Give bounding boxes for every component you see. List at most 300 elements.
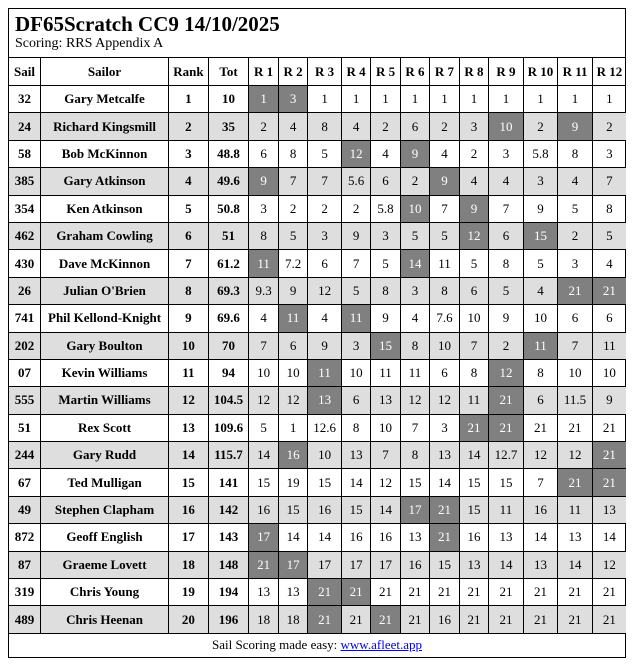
race-score: 2	[308, 195, 342, 222]
race-score: 7	[341, 250, 370, 277]
sail-number: 462	[9, 222, 41, 249]
total-points: 48.8	[208, 140, 249, 167]
discarded-race-score: 21	[558, 277, 593, 304]
race-score: 3	[430, 414, 459, 441]
race-score: 16	[308, 496, 342, 523]
sail-number: 58	[9, 140, 41, 167]
race-score: 10	[459, 305, 488, 332]
race-score: 3	[400, 277, 429, 304]
race-score: 16	[523, 496, 558, 523]
sailor-name: Dave McKinnon	[41, 250, 169, 277]
sailor-name: Stephen Clapham	[41, 496, 169, 523]
race-score: 11	[592, 332, 626, 359]
total-points: 70	[208, 332, 249, 359]
rank: 14	[169, 442, 209, 469]
discarded-race-score: 9	[400, 140, 429, 167]
race-score: 13	[400, 524, 429, 551]
sail-number: 319	[9, 579, 41, 606]
discarded-race-score: 21	[249, 551, 278, 578]
race-score: 5.6	[341, 168, 370, 195]
table-row	[9, 195, 626, 222]
total-points: 148	[208, 551, 249, 578]
rank: 6	[169, 222, 209, 249]
race-score: 4	[558, 168, 593, 195]
rank: 19	[169, 579, 209, 606]
sail-number: 202	[9, 332, 41, 359]
sailor-name: Gary Boulton	[41, 332, 169, 359]
race-score: 5	[459, 250, 488, 277]
total-points: 69.3	[208, 277, 249, 304]
discarded-race-score: 11	[341, 305, 370, 332]
race-score: 7	[249, 332, 278, 359]
race-score: 10	[430, 332, 459, 359]
race-score: 3	[523, 168, 558, 195]
race-score: 1	[459, 86, 488, 113]
race-score: 8	[489, 250, 524, 277]
race-score: 4	[400, 305, 429, 332]
discarded-race-score: 9	[558, 113, 593, 140]
rank: 9	[169, 305, 209, 332]
column-header: Tot	[208, 58, 249, 86]
race-score: 12	[278, 387, 307, 414]
rank: 17	[169, 524, 209, 551]
total-points: 35	[208, 113, 249, 140]
rank: 15	[169, 469, 209, 496]
race-score: 21	[400, 606, 429, 633]
sailor-name: Bob McKinnon	[41, 140, 169, 167]
sailor-name: Julian O'Brien	[41, 277, 169, 304]
race-score: 9	[341, 222, 370, 249]
race-score: 8	[459, 359, 488, 386]
discarded-race-score: 21	[592, 442, 626, 469]
table-row	[9, 387, 626, 414]
race-score: 6	[523, 387, 558, 414]
discarded-race-score: 21	[592, 469, 626, 496]
race-score: 7	[430, 195, 459, 222]
race-score: 4	[341, 113, 370, 140]
total-points: 143	[208, 524, 249, 551]
race-score: 17	[341, 551, 370, 578]
column-header: R 7	[430, 58, 459, 86]
race-score: 2	[371, 113, 400, 140]
race-score: 7	[558, 332, 593, 359]
race-score: 2	[558, 222, 593, 249]
race-score: 15	[278, 496, 307, 523]
race-score: 4	[523, 277, 558, 304]
race-score: 6	[341, 387, 370, 414]
race-score: 12	[430, 387, 459, 414]
race-score: 12.6	[308, 414, 342, 441]
column-header: R 2	[278, 58, 307, 86]
discarded-race-score: 21	[430, 524, 459, 551]
race-score: 1	[278, 414, 307, 441]
discarded-race-score: 11	[308, 359, 342, 386]
rank: 12	[169, 387, 209, 414]
total-points: 141	[208, 469, 249, 496]
sail-number: 32	[9, 86, 41, 113]
race-score: 3	[371, 222, 400, 249]
race-score: 4	[308, 305, 342, 332]
header-row	[9, 58, 626, 86]
race-score: 3	[592, 140, 626, 167]
race-score: 21	[592, 606, 626, 633]
race-score: 13	[430, 442, 459, 469]
sail-number: 555	[9, 387, 41, 414]
rank: 1	[169, 86, 209, 113]
race-score: 14	[459, 442, 488, 469]
sailor-name: Rex Scott	[41, 414, 169, 441]
sail-number: 354	[9, 195, 41, 222]
race-score: 12.7	[489, 442, 524, 469]
race-score: 5	[341, 277, 370, 304]
race-score: 14	[249, 442, 278, 469]
sailor-name: Phil Kellond-Knight	[41, 305, 169, 332]
race-score: 21	[489, 579, 524, 606]
race-score: 5	[592, 222, 626, 249]
table-row	[9, 414, 626, 441]
discarded-race-score: 21	[489, 387, 524, 414]
race-score: 9	[371, 305, 400, 332]
race-score: 17	[371, 551, 400, 578]
race-score: 10	[371, 414, 400, 441]
race-score: 15	[341, 496, 370, 523]
total-points: 104.5	[208, 387, 249, 414]
race-score: 7	[308, 168, 342, 195]
race-score: 9.3	[249, 277, 278, 304]
sail-number: 87	[9, 551, 41, 578]
race-score: 9	[523, 195, 558, 222]
total-points: 196	[208, 606, 249, 633]
discarded-race-score: 11	[249, 250, 278, 277]
race-score: 2	[400, 168, 429, 195]
race-score: 2	[249, 113, 278, 140]
race-score: 7	[523, 469, 558, 496]
sailor-name: Martin Williams	[41, 387, 169, 414]
race-score: 10	[249, 359, 278, 386]
discarded-race-score: 12	[341, 140, 370, 167]
rank: 10	[169, 332, 209, 359]
race-score: 2	[278, 195, 307, 222]
sailor-name: Richard Kingsmill	[41, 113, 169, 140]
sailor-name: Gary Rudd	[41, 442, 169, 469]
race-score: 1	[489, 86, 524, 113]
race-score: 18	[249, 606, 278, 633]
sail-number: 51	[9, 414, 41, 441]
discarded-race-score: 21	[459, 414, 488, 441]
race-score: 16	[341, 524, 370, 551]
race-score: 21	[400, 579, 429, 606]
sailor-name: Chris Heenan	[41, 606, 169, 633]
race-score: 12	[371, 469, 400, 496]
table-row	[9, 332, 626, 359]
table-row	[9, 168, 626, 195]
discarded-race-score: 11	[523, 332, 558, 359]
race-score: 21	[489, 606, 524, 633]
race-score: 15	[308, 469, 342, 496]
discarded-race-score: 21	[371, 606, 400, 633]
race-score: 10	[523, 305, 558, 332]
race-score: 1	[430, 86, 459, 113]
rank: 20	[169, 606, 209, 633]
race-score: 13	[459, 551, 488, 578]
race-score: 1	[558, 86, 593, 113]
discarded-race-score: 15	[371, 332, 400, 359]
race-score: 2	[592, 113, 626, 140]
footer-text: Sail Scoring made easy:	[212, 637, 341, 652]
results-body	[9, 86, 626, 634]
race-score: 3	[489, 140, 524, 167]
discarded-race-score: 9	[459, 195, 488, 222]
race-score: 21	[523, 414, 558, 441]
table-row	[9, 113, 626, 140]
rank: 16	[169, 496, 209, 523]
race-score: 6	[459, 277, 488, 304]
race-score: 9	[592, 387, 626, 414]
table-row	[9, 579, 626, 606]
race-score: 15	[430, 551, 459, 578]
discarded-race-score: 1	[249, 86, 278, 113]
table-row	[9, 524, 626, 551]
discarded-race-score: 13	[308, 387, 342, 414]
race-score: 5.8	[371, 195, 400, 222]
race-score: 8	[249, 222, 278, 249]
discarded-race-score: 21	[308, 606, 342, 633]
discarded-race-score: 21	[430, 496, 459, 523]
race-score: 21	[523, 579, 558, 606]
race-score: 8	[308, 113, 342, 140]
race-score: 11	[371, 359, 400, 386]
race-score: 14	[592, 524, 626, 551]
sail-number: 741	[9, 305, 41, 332]
race-score: 14	[430, 469, 459, 496]
race-score: 14	[371, 496, 400, 523]
race-score: 14	[489, 551, 524, 578]
race-score: 2	[523, 113, 558, 140]
race-score: 6	[249, 140, 278, 167]
discarded-race-score: 12	[459, 222, 488, 249]
race-score: 13	[592, 496, 626, 523]
race-score: 13	[371, 387, 400, 414]
race-score: 6	[308, 250, 342, 277]
discarded-race-score: 14	[400, 250, 429, 277]
race-score: 1	[341, 86, 370, 113]
sail-number: 07	[9, 359, 41, 386]
race-score: 8	[341, 414, 370, 441]
race-score: 3	[308, 222, 342, 249]
race-score: 7	[592, 168, 626, 195]
race-score: 8	[430, 277, 459, 304]
race-score: 5	[489, 277, 524, 304]
race-score: 5	[558, 195, 593, 222]
rank: 13	[169, 414, 209, 441]
race-score: 14	[308, 524, 342, 551]
discarded-race-score: 21	[308, 579, 342, 606]
discarded-race-score: 16	[278, 442, 307, 469]
afleet-link[interactable]: www.afleet.app	[340, 637, 422, 652]
sailor-name: Gary Metcalfe	[41, 86, 169, 113]
rank: 8	[169, 277, 209, 304]
total-points: 49.6	[208, 168, 249, 195]
race-score: 14	[278, 524, 307, 551]
race-score: 5	[249, 414, 278, 441]
race-score: 5	[400, 222, 429, 249]
race-score: 18	[278, 606, 307, 633]
discarded-race-score: 9	[249, 168, 278, 195]
race-score: 8	[400, 442, 429, 469]
discarded-race-score: 21	[558, 469, 593, 496]
total-points: 142	[208, 496, 249, 523]
table-row	[9, 140, 626, 167]
race-score: 7.6	[430, 305, 459, 332]
race-score: 5	[371, 250, 400, 277]
race-score: 8	[558, 140, 593, 167]
race-score: 21	[459, 579, 488, 606]
race-score: 2	[489, 332, 524, 359]
race-score: 6	[400, 113, 429, 140]
race-score: 8	[278, 140, 307, 167]
discarded-race-score: 10	[400, 195, 429, 222]
total-points: 69.6	[208, 305, 249, 332]
race-score: 3	[341, 332, 370, 359]
race-score: 7.2	[278, 250, 307, 277]
race-score: 21	[558, 414, 593, 441]
sailor-name: Graeme Lovett	[41, 551, 169, 578]
rank: 18	[169, 551, 209, 578]
rank: 7	[169, 250, 209, 277]
race-score: 8	[371, 277, 400, 304]
race-score: 5	[278, 222, 307, 249]
race-score: 10	[278, 359, 307, 386]
column-header: R 8	[459, 58, 488, 86]
sail-number: 49	[9, 496, 41, 523]
race-score: 4	[249, 305, 278, 332]
discarded-race-score: 21	[341, 579, 370, 606]
race-score: 21	[523, 606, 558, 633]
race-score: 3	[249, 195, 278, 222]
race-score: 19	[278, 469, 307, 496]
results-table	[9, 57, 626, 634]
column-header: R 12	[592, 58, 626, 86]
table-row	[9, 442, 626, 469]
race-score: 1	[400, 86, 429, 113]
race-score: 10	[308, 442, 342, 469]
discarded-race-score: 21	[592, 277, 626, 304]
total-points: 61.2	[208, 250, 249, 277]
sailor-name: Geoff English	[41, 524, 169, 551]
race-score: 1	[371, 86, 400, 113]
sail-number: 26	[9, 277, 41, 304]
sailor-name: Ted Mulligan	[41, 469, 169, 496]
race-score: 4	[371, 140, 400, 167]
rank: 11	[169, 359, 209, 386]
total-points: 51	[208, 222, 249, 249]
race-score: 5	[308, 140, 342, 167]
sailor-name: Chris Young	[41, 579, 169, 606]
sail-number: 24	[9, 113, 41, 140]
table-row	[9, 222, 626, 249]
column-header: R 4	[341, 58, 370, 86]
race-score: 12	[523, 442, 558, 469]
discarded-race-score: 17	[278, 551, 307, 578]
race-score: 13	[558, 524, 593, 551]
sail-number: 430	[9, 250, 41, 277]
column-header: Rank	[169, 58, 209, 86]
race-score: 21	[558, 606, 593, 633]
race-score: 13	[341, 442, 370, 469]
rank: 3	[169, 140, 209, 167]
race-score: 13	[278, 579, 307, 606]
column-header: R 10	[523, 58, 558, 86]
race-score: 14	[558, 551, 593, 578]
sailor-name: Graham Cowling	[41, 222, 169, 249]
column-header: R 3	[308, 58, 342, 86]
race-score: 21	[558, 579, 593, 606]
race-score: 6	[592, 305, 626, 332]
sailor-name: Kevin Williams	[41, 359, 169, 386]
race-score: 11	[459, 387, 488, 414]
table-row	[9, 469, 626, 496]
race-score: 15	[489, 469, 524, 496]
race-score: 4	[459, 168, 488, 195]
page-title: DF65Scratch CC9 14/10/2025	[15, 12, 280, 36]
race-score: 5	[430, 222, 459, 249]
total-points: 109.6	[208, 414, 249, 441]
race-score: 12	[400, 387, 429, 414]
race-score: 14	[341, 469, 370, 496]
race-score: 15	[249, 469, 278, 496]
race-score: 1	[308, 86, 342, 113]
discarded-race-score: 21	[489, 414, 524, 441]
race-score: 16	[249, 496, 278, 523]
race-score: 15	[459, 496, 488, 523]
race-score: 10	[341, 359, 370, 386]
race-score: 6	[371, 168, 400, 195]
race-score: 4	[489, 168, 524, 195]
race-score: 6	[278, 332, 307, 359]
race-score: 17	[308, 551, 342, 578]
race-score: 7	[278, 168, 307, 195]
discarded-race-score: 3	[278, 86, 307, 113]
race-score: 8	[400, 332, 429, 359]
race-score: 16	[430, 606, 459, 633]
rank: 5	[169, 195, 209, 222]
table-row	[9, 305, 626, 332]
sail-number: 385	[9, 168, 41, 195]
race-score: 10	[592, 359, 626, 386]
discarded-race-score: 9	[430, 168, 459, 195]
race-score: 7	[371, 442, 400, 469]
table-row	[9, 250, 626, 277]
discarded-race-score: 17	[400, 496, 429, 523]
table-row	[9, 496, 626, 523]
race-score: 11	[489, 496, 524, 523]
rank: 4	[169, 168, 209, 195]
column-header: R 5	[371, 58, 400, 86]
race-score: 6	[430, 359, 459, 386]
race-score: 13	[489, 524, 524, 551]
race-score: 8	[523, 359, 558, 386]
race-score: 7	[400, 414, 429, 441]
total-points: 10	[208, 86, 249, 113]
footer	[9, 637, 625, 653]
race-score: 2	[459, 140, 488, 167]
scoring-system: Scoring: RRS Appendix A	[15, 36, 164, 51]
race-score: 10	[558, 359, 593, 386]
race-score: 12	[558, 442, 593, 469]
race-score: 14	[523, 524, 558, 551]
sail-number: 67	[9, 469, 41, 496]
race-score: 4	[430, 140, 459, 167]
